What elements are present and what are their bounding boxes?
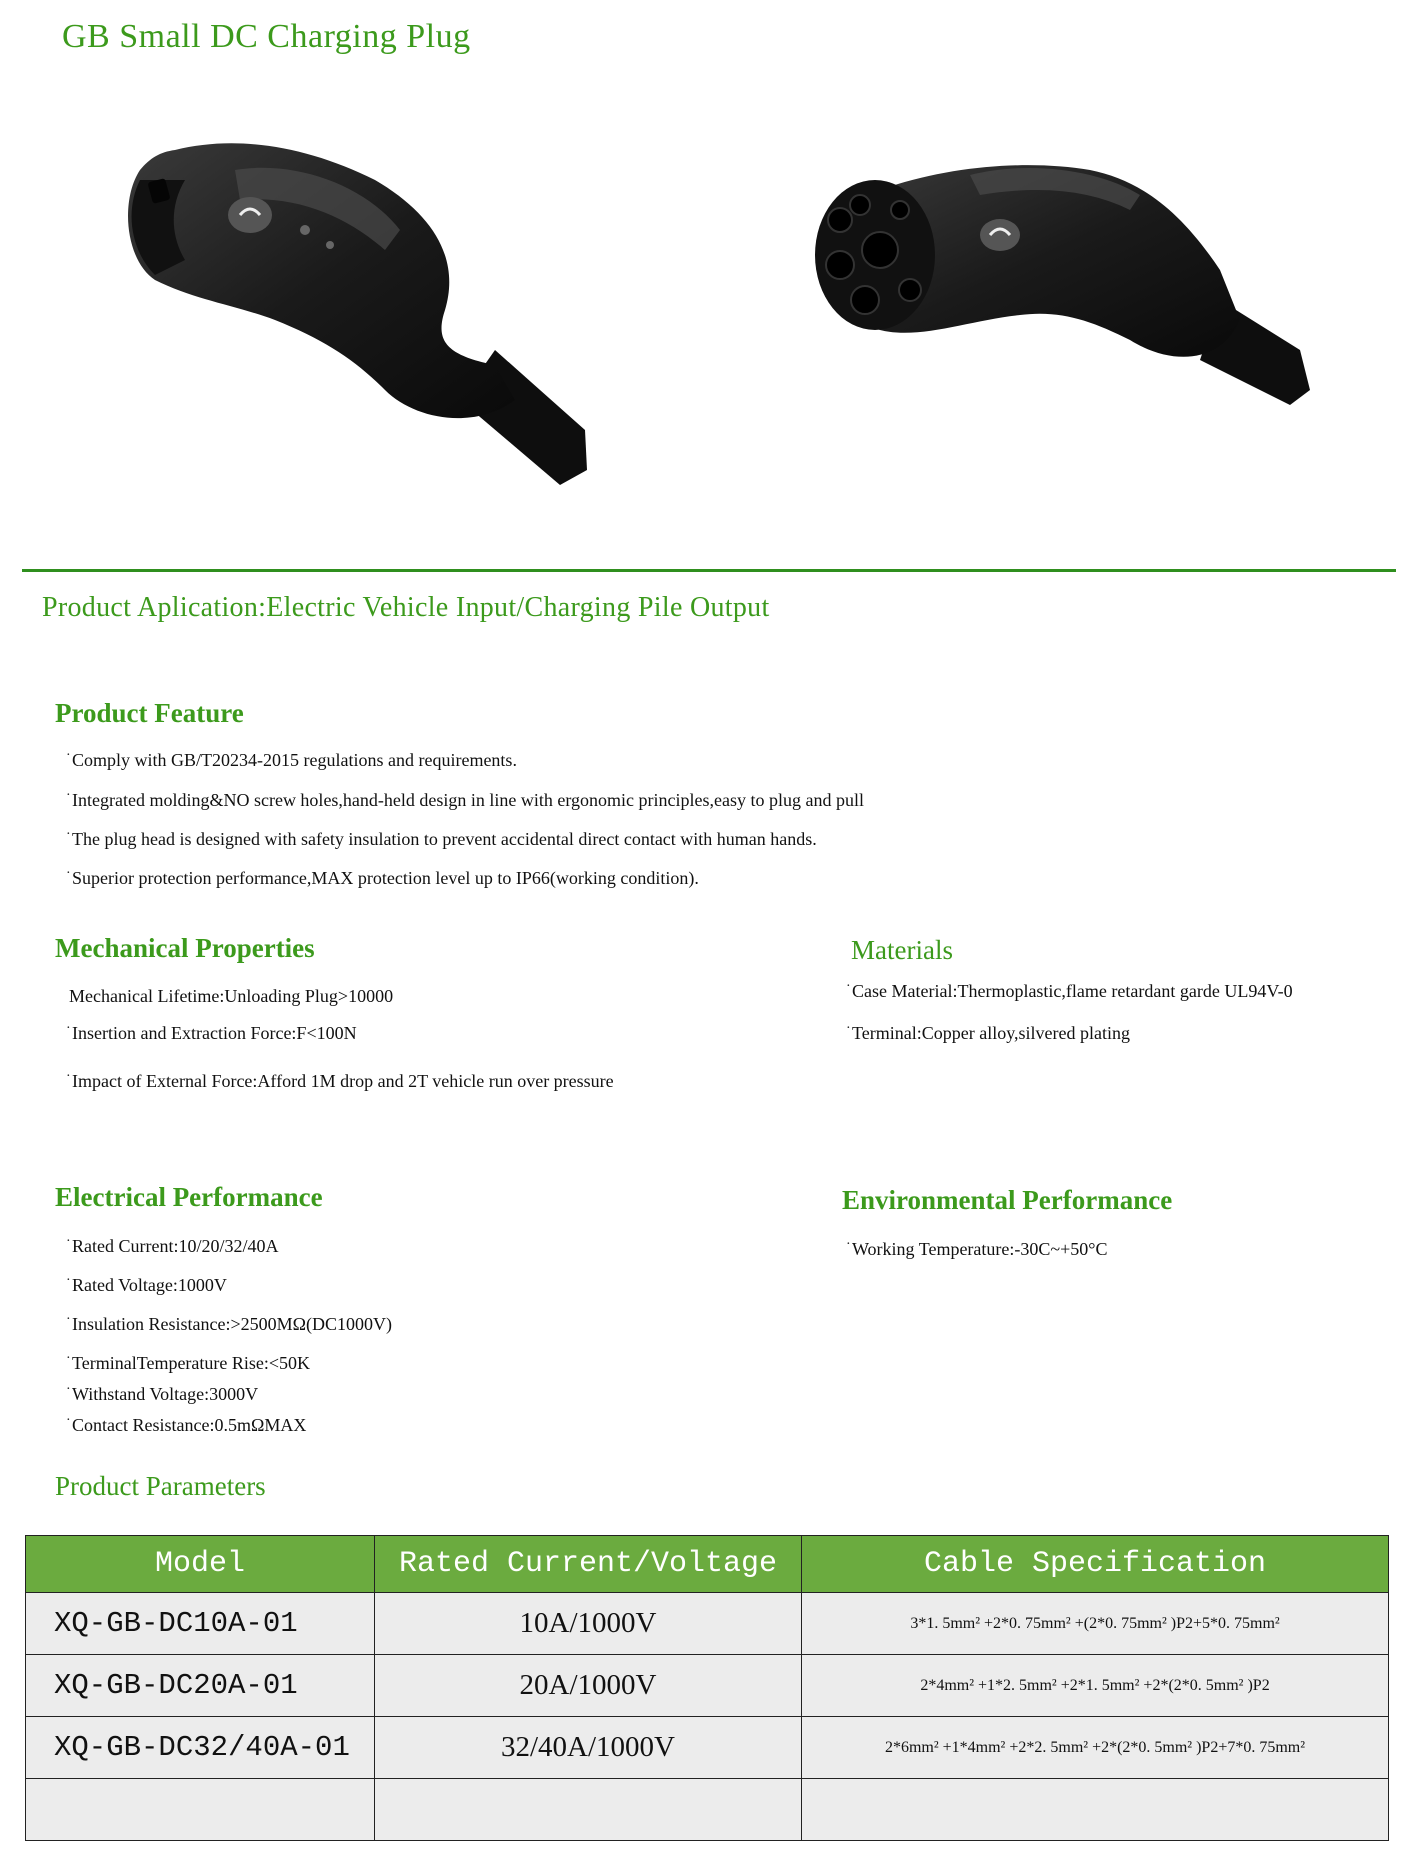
feature-item: ·Integrated molding&NO screw holes,hand-held design in line with ergonomic principles,easy to plug and pull bbox=[66, 788, 864, 810]
page-title: GB Small DC Charging Plug bbox=[62, 18, 471, 55]
mechanical-item: Mechanical Lifetime:Unloading Plug>10000 bbox=[69, 986, 394, 1006]
column-header-cable: Cable Specification bbox=[802, 1536, 1389, 1593]
electrical-item: ·Withstand Voltage:3000V bbox=[66, 1382, 259, 1404]
parameters-table bbox=[25, 1535, 1389, 1841]
feature-item: ·The plug head is designed with safety insulation to prevent accidental direct contact with human hands. bbox=[66, 827, 817, 849]
table-row bbox=[26, 1655, 1389, 1717]
table-row bbox=[26, 1593, 1389, 1655]
product-parameters-heading: Product Parameters bbox=[55, 1471, 266, 1501]
column-header-rated: Rated Current/Voltage bbox=[375, 1536, 802, 1593]
materials-heading: Materials bbox=[851, 935, 953, 965]
charging-plug-image-right bbox=[800, 150, 1320, 420]
section-divider bbox=[22, 569, 1396, 572]
model-cell bbox=[26, 1779, 375, 1841]
model-cell: XQ-GB-DC10A-01 bbox=[26, 1593, 375, 1655]
mechanical-item: ·Impact of External Force:Afford 1M drop and 2T vehicle run over pressure bbox=[66, 1069, 614, 1091]
cable-cell: 2*4mm² +1*2. 5mm² +2*1. 5mm² +2*(2*0. 5mm² )P2 bbox=[802, 1655, 1389, 1717]
column-header-model: Model bbox=[26, 1536, 375, 1593]
mechanical-item: ·Insertion and Extraction Force:F<100N bbox=[66, 1021, 357, 1043]
environmental-performance-heading: Environmental Performance bbox=[842, 1185, 1173, 1215]
materials-item: ·Terminal:Copper alloy,silvered plating bbox=[846, 1021, 1130, 1043]
charging-plug-image-left bbox=[115, 140, 605, 490]
electrical-performance-heading: Electrical Performance bbox=[55, 1182, 323, 1212]
electrical-item: ·Rated Voltage:1000V bbox=[66, 1273, 227, 1295]
cable-cell bbox=[802, 1779, 1389, 1841]
cable-cell: 3*1. 5mm² +2*0. 75mm² +(2*0. 75mm² )P2+5*0. 75mm² bbox=[802, 1593, 1389, 1655]
materials-item: ·Case Material:Thermoplastic,flame retardant garde UL94V-0 bbox=[846, 979, 1293, 1001]
rating-cell: 20A/1000V bbox=[375, 1655, 802, 1717]
model-cell: XQ-GB-DC20A-01 bbox=[26, 1655, 375, 1717]
electrical-item: ·Contact Resistance:0.5mΩMAX bbox=[66, 1413, 307, 1435]
table-header-row bbox=[26, 1536, 1389, 1593]
table-row bbox=[26, 1717, 1389, 1779]
product-application: Product Aplication:Electric Vehicle Input/Charging Pile Output bbox=[42, 592, 770, 623]
mechanical-properties-heading: Mechanical Properties bbox=[55, 933, 315, 963]
feature-item: ·Superior protection performance,MAX protection level up to IP66(working condition). bbox=[66, 866, 699, 888]
table-row bbox=[26, 1779, 1389, 1841]
electrical-item: ·Insulation Resistance:>2500MΩ(DC1000V) bbox=[66, 1312, 392, 1334]
environmental-item: ·Working Temperature:-30C~+50°C bbox=[846, 1237, 1108, 1259]
electrical-item: ·Rated Current:10/20/32/40A bbox=[66, 1234, 279, 1256]
electrical-item: ·TerminalTemperature Rise:<50K bbox=[66, 1351, 311, 1373]
rating-cell bbox=[375, 1779, 802, 1841]
feature-item: ·Comply with GB/T20234-2015 regulations and requirements. bbox=[66, 748, 517, 770]
rating-cell: 32/40A/1000V bbox=[375, 1717, 802, 1779]
cable-cell: 2*6mm² +1*4mm² +2*2. 5mm² +2*(2*0. 5mm² )P2+7*0. 75mm² bbox=[802, 1717, 1389, 1779]
product-feature-heading: Product Feature bbox=[55, 698, 244, 728]
model-cell: XQ-GB-DC32/40A-01 bbox=[26, 1717, 375, 1779]
rating-cell: 10A/1000V bbox=[375, 1593, 802, 1655]
